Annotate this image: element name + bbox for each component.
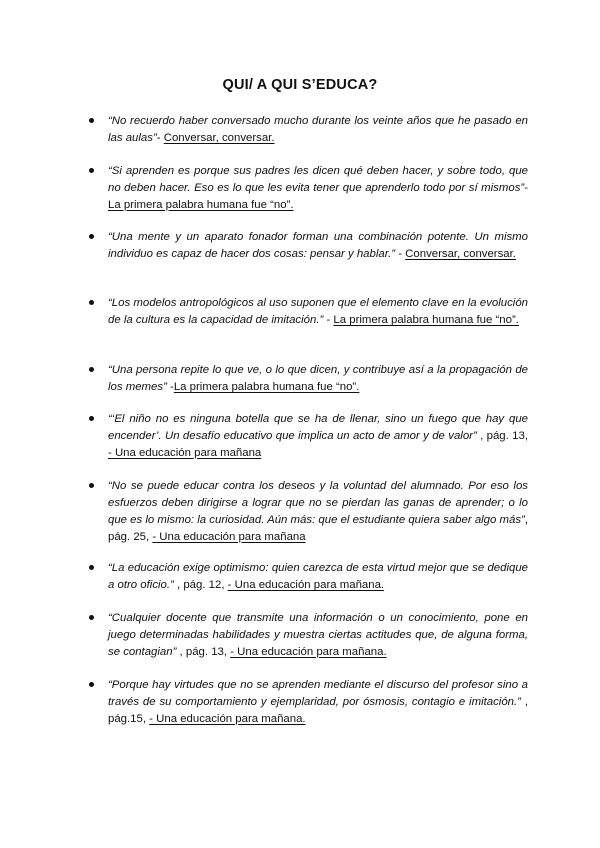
quote-text: “No recuerdo haber conversado mucho durante los veinte años que he pasado en las aulas”: [108, 115, 528, 144]
citation-separator: -: [166, 380, 174, 393]
citation-separator: , pág. 13,: [176, 645, 231, 658]
source-title: - Una educación para mañana.: [149, 712, 306, 725]
list-item-text: [108, 229, 528, 263]
list-item-text: [108, 163, 528, 214]
citation-separator: , pág. 13,: [476, 429, 528, 442]
list-item-text: [108, 677, 528, 728]
bullet-icon: [89, 234, 94, 239]
source-title: - Una educación para mañana.: [230, 645, 387, 658]
citation-separator: , pág. 25,: [108, 513, 528, 543]
quote-text: “Si aprenden es porque sus padres les dicen qué deben hacer, y sobre todo, que no deben hacer. Eso es lo que les evita tener que aprenderlo todo por sí mismos”: [108, 165, 528, 194]
bullet-icon: [89, 483, 94, 488]
citation-separator: , pág. 12,: [173, 578, 228, 591]
quote-text: “‘El niño no es ninguna botella que se ha de llenar, sino un fuego que hay que encender’. Un desafío educativo que implica un acto de amor y de valor”: [108, 413, 528, 442]
source-title: La primera palabra humana fue “no”.: [108, 198, 294, 211]
quote-text: “Una persona repite lo que ve, o lo que dicen, y contribuye así a la propagación de los memes”: [108, 364, 528, 393]
source-title: Conversar, conversar.: [163, 131, 275, 144]
bullet-icon: [89, 682, 94, 687]
list-item-text: [108, 113, 528, 147]
list-item-text: [108, 560, 528, 594]
bullet-icon: [89, 168, 94, 173]
source-title: - Una educación para mañana: [152, 530, 306, 543]
quote-text: “La educación exige optimismo: quien carezca de esta virtud mejor que se dedique a otro oficio.”: [108, 562, 528, 591]
quote-text: “Los modelos antropológicos al uso suponen que el elemento clave en la evolución de la cultura es la capacidad de imitación.”: [108, 297, 528, 326]
page-title: QUI/ A QUI S’EDUCA?: [222, 77, 378, 93]
bullet-icon: [89, 367, 94, 372]
citation-separator: -: [524, 181, 528, 194]
source-title: - Una educación para mañana.: [227, 578, 385, 591]
quote-text: “Cualquier docente que transmite una información o un conocimiento, pone en juego determinadas habilidades y muestra ciertas actitudes que, de alguna forma, se contagian”: [108, 612, 528, 658]
bullet-icon: [89, 565, 94, 570]
quote-text: “Porque hay virtudes que no se aprenden mediante el discurso del profesor sino a través de su comportamiento y ejemplaridad, por ósmosis, contagio e imitación.”: [108, 679, 528, 708]
source-title: - Una educación para mañana: [108, 446, 262, 459]
citation-separator: -: [395, 247, 406, 260]
bullet-icon: [89, 118, 94, 123]
citation-separator: -: [323, 313, 334, 326]
quote-text: “No se puede educar contra los deseos y la voluntad del alumnado. Por eso los esfuerzos deben dirigirse a lograr que no se pierdan las ganas de aprender; o lo que es lo mismo: la curiosidad. Aún más: que el estudiante quiera saber algo más”: [108, 480, 528, 526]
list-item-text: [108, 610, 528, 661]
bullet-icon: [89, 300, 94, 305]
citation-separator: -: [156, 131, 164, 144]
bullet-icon: [89, 416, 94, 421]
list-item-text: [108, 362, 528, 396]
source-title: Conversar, conversar.: [405, 247, 516, 260]
source-title: La primera palabra humana fue “no”.: [173, 380, 360, 393]
list-item-text: [108, 295, 528, 329]
list-item-text: [108, 478, 528, 546]
citation-separator: , pág.15,: [108, 695, 528, 725]
quote-text: “Una mente y un aparato fonador forman una combinación potente. Un mismo individuo es capaz de hacer dos cosas: pensar y hablar.”: [108, 231, 528, 260]
bullet-icon: [89, 615, 94, 620]
source-title: La primera palabra humana fue “no”.: [333, 313, 519, 326]
list-item-text: [108, 411, 528, 462]
